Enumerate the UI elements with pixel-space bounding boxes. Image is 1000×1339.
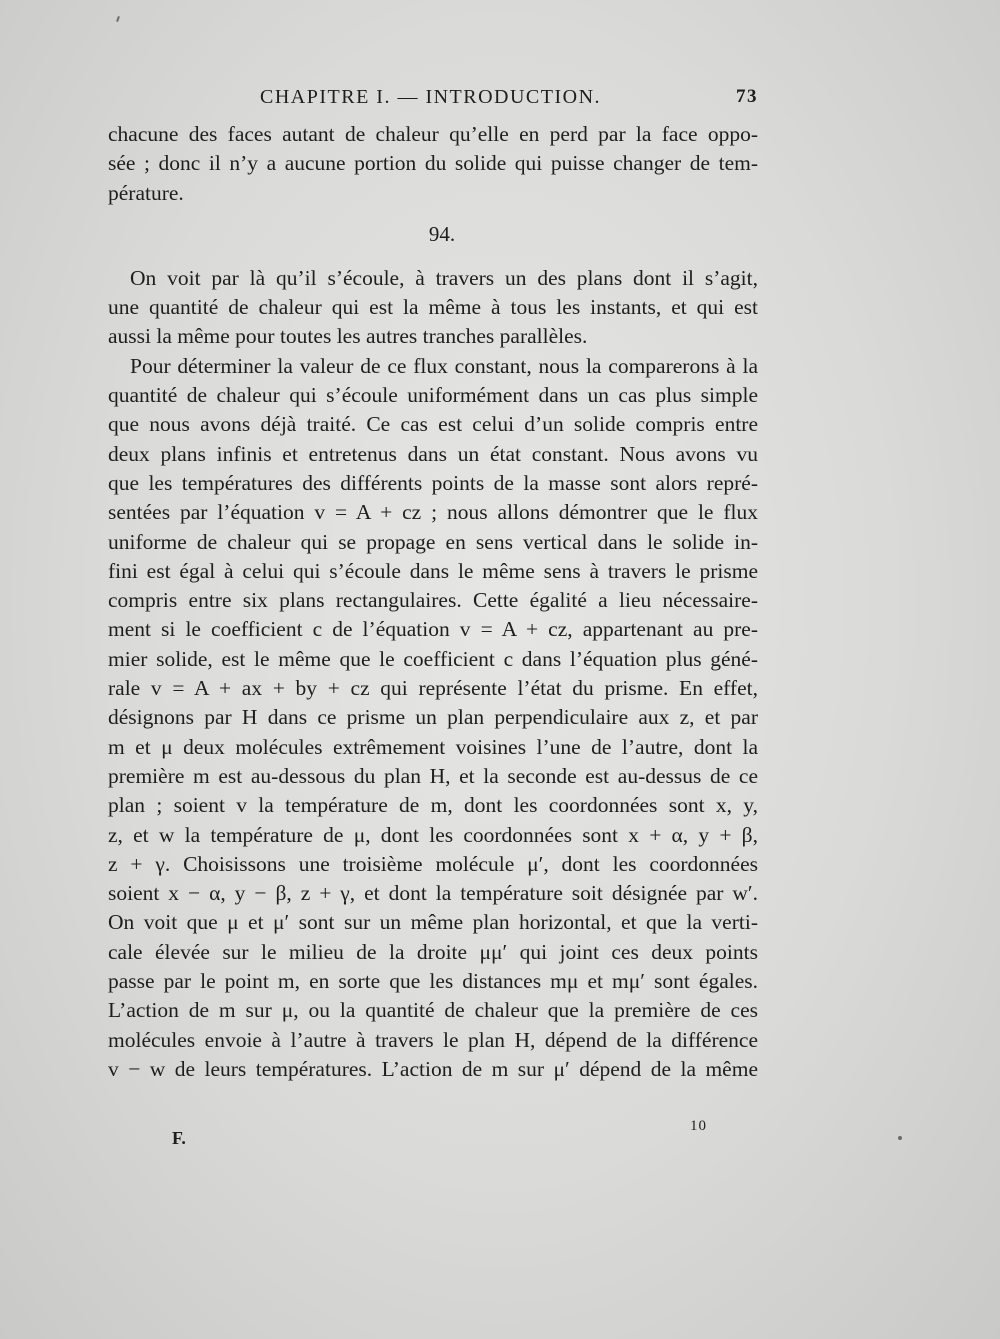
text-line: molécules envoie à l’autre à travers le plan H, dépend de la différence xyxy=(108,1027,758,1052)
paper-speck xyxy=(116,16,120,22)
page-number: 73 xyxy=(736,86,758,107)
text-line: plan ; soient v la température de m, dont les coordonnées sont x, y, xyxy=(108,793,758,818)
running-title: CHAPITRE I. — INTRODUCTION. xyxy=(260,86,602,108)
text-line: cale élevée sur le milieu de la droite μμ′ qui joint ces deux points xyxy=(108,939,758,964)
signature-mark: F. xyxy=(172,1128,186,1148)
text-line: pérature. xyxy=(108,180,184,205)
text-line: première m est au-dessous du plan H, et la seconde est au-dessus de ce xyxy=(108,763,758,788)
sheet-number: 10 xyxy=(690,1118,707,1134)
text-line: compris entre six plans rectangulaires. Cette égalité a lieu nécessaire- xyxy=(108,588,758,613)
text-line: aussi la même pour toutes les autres tranches parallèles. xyxy=(108,324,588,349)
text-line: rale v = A + ax + by + cz qui représente l’état du prisme. En effet, xyxy=(108,676,758,701)
text-line: z, et w la température de μ, dont les coordonnées sont x + α, y + β, xyxy=(108,822,758,847)
body-text xyxy=(108,120,758,1084)
text-line: passe par le point m, en sorte que les distances mμ et mμ′ sont égales. xyxy=(108,969,758,994)
text-line: On voit par là qu’il s’écoule, à travers un des plans dont il s’agit, xyxy=(130,265,758,290)
text-line: une quantité de chaleur qui est la même à tous les instants, et qui est xyxy=(108,295,758,320)
text-line: quantité de chaleur qui s’écoule uniformément dans un cas plus simple xyxy=(108,383,758,408)
text-line: mier solide, est le même que le coefficient c dans l’équation plus géné- xyxy=(108,646,758,671)
text-line: On voit que μ et μ′ sont sur un même plan horizontal, et que la verti- xyxy=(108,910,758,935)
text-line: désignons par H dans ce prisme un plan perpendiculaire aux z, et par xyxy=(108,705,758,730)
paragraph-2 xyxy=(108,352,758,1084)
text-line: v − w de leurs températures. L’action de m sur μ′ dépend de la même xyxy=(108,1056,758,1081)
text-line: deux plans infinis et entretenus dans un état constant. Nous avons vu xyxy=(108,441,758,466)
text-line: ment si le coefficient c de l’équation v = A + cz, appartenant au pre- xyxy=(108,617,758,642)
text-line: chacune des faces autant de chaleur qu’elle en perd par la face oppo- xyxy=(108,122,758,146)
text-line: m et μ deux molécules extrêmement voisines l’une de l’autre, dont la xyxy=(108,734,758,759)
paper-speck xyxy=(898,1136,902,1140)
text-line: sée ; donc il n’y a aucune portion du solide qui puisse changer de tem- xyxy=(108,151,758,176)
text-line: fini est égal à celui qui s’écoule dans le même sens à travers le prisme xyxy=(108,558,758,583)
text-line: uniforme de chaleur qui se propage en sens vertical dans le solide in- xyxy=(108,529,758,554)
text-line: que les températures des différents points de la masse sont alors repré- xyxy=(108,470,758,495)
running-head xyxy=(110,86,758,114)
text-line: sentées par l’équation v = A + cz ; nous allons démontrer que le flux xyxy=(108,500,758,525)
text-line: Pour déterminer la valeur de ce flux constant, nous la comparerons à la xyxy=(130,353,758,378)
text-line: soient x − α, y − β, z + γ, et dont la température soit désignée par w′. xyxy=(108,881,758,906)
paragraph-1 xyxy=(108,264,758,352)
text-line: que nous avons déjà traité. Ce cas est celui d’un solide compris entre xyxy=(108,412,758,437)
text-line: L’action de m sur μ, ou la quantité de chaleur que la première de ces xyxy=(108,998,758,1023)
intro-paragraph xyxy=(108,120,758,208)
text-line: z + γ. Choisissons une troisième molécule μ′, dont les coordonnées xyxy=(108,851,758,876)
section-number: 94. xyxy=(428,221,456,246)
